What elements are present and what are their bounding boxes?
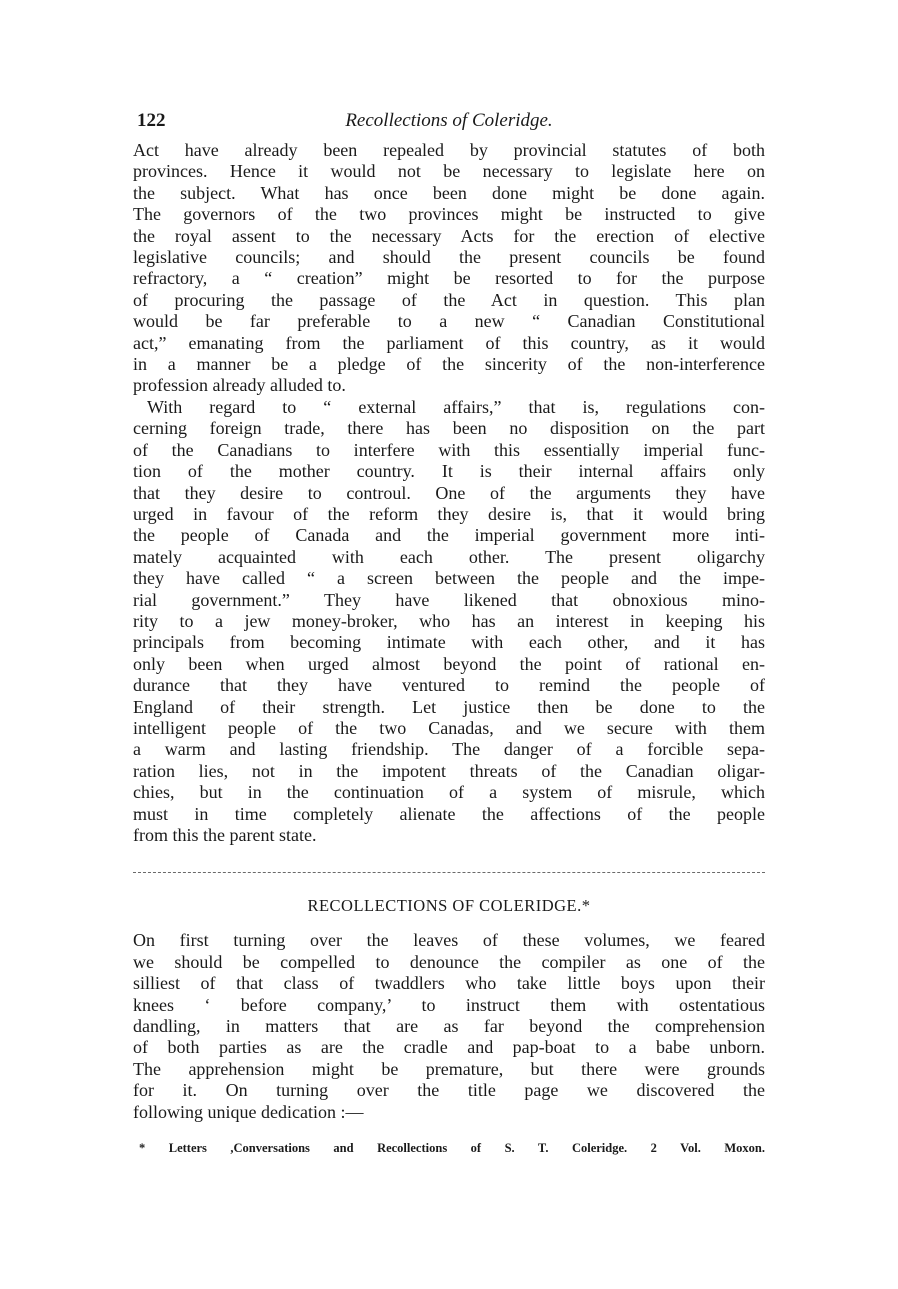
- text-line: only been when urged almost beyond the point of rational en-: [133, 653, 765, 674]
- text-line: intelligent people of the two Canadas, and we secure with them: [133, 717, 765, 738]
- section-divider: [133, 872, 765, 874]
- text-line: On first turning over the leaves of these volumes, we feared: [133, 930, 765, 951]
- text-line: Act have already been repealed by provincial statutes of both: [133, 140, 765, 160]
- book-page: [133, 110, 765, 1156]
- text-line: a warm and lasting friendship. The danger of a forcible sepa-: [133, 739, 765, 760]
- text-line: mately acquainted with each other. The present oligarchy: [133, 546, 765, 567]
- text-line: that they desire to controul. One of the arguments they have: [133, 482, 765, 503]
- text-line: they have called “ a screen between the people and the impe-: [133, 568, 765, 589]
- page-number: 122: [137, 110, 166, 131]
- text-line: act,” emanating from the parliament of this country, as it would: [133, 332, 765, 353]
- text-line: England of their strength. Let justice then be done to the: [133, 696, 765, 717]
- text-line: profession already alluded to.: [133, 375, 346, 396]
- text-line: With regard to “ external affairs,” that is, regulations con-: [147, 396, 765, 417]
- text-line: rity to a jew money-broker, who has an interest in keeping his: [133, 610, 765, 631]
- text-line: of both parties as are the cradle and pap-boat to a babe unborn.: [133, 1037, 765, 1058]
- text-line: knees ‘ before company,’ to instruct them with ostentatious: [133, 994, 765, 1015]
- text-line: urged in favour of the reform they desire is, that it would bring: [133, 503, 765, 524]
- text-line: refractory, a “ creation” might be resorted to for the purpose: [133, 268, 765, 289]
- text-line: provinces. Hence it would not be necessary to legislate here on: [133, 161, 765, 182]
- text-line: principals from becoming intimate with each other, and it has: [133, 632, 765, 653]
- text-line: the people of Canada and the imperial government more inti-: [133, 525, 765, 546]
- text-line: must in time completely alienate the affections of the people: [133, 803, 765, 824]
- text-line: following unique dedication :—: [133, 1101, 364, 1122]
- text-line: the subject. What has once been done might be done again.: [133, 182, 765, 203]
- footnote: * Letters ,Conversations and Recollections of S. T. Coleridge. 2 Vol. Moxon.: [139, 1141, 765, 1156]
- text-line: we should be compelled to denounce the compiler as one of the: [133, 951, 765, 972]
- text-line: of the Canadians to interfere with this essentially imperial func-: [133, 439, 765, 460]
- text-line: for it. On turning over the title page we discovered the: [133, 1080, 765, 1101]
- text-line: The governors of the two provinces might be instructed to give: [133, 204, 765, 225]
- text-line: dandling, in matters that are as far beyond the comprehension: [133, 1016, 765, 1037]
- section-text: [133, 930, 765, 1123]
- text-line: of procuring the passage of the Act in question. This plan: [133, 289, 765, 310]
- text-line: legislative councils; and should the present councils be found: [133, 247, 765, 268]
- text-line: tion of the mother country. It is their internal affairs only: [133, 461, 765, 482]
- text-line: cerning foreign trade, there has been no disposition on the part: [133, 418, 765, 439]
- text-line: the royal assent to the necessary Acts for the erection of elective: [133, 225, 765, 246]
- running-head: [133, 110, 765, 140]
- section-heading: RECOLLECTIONS OF COLERIDGE.*: [307, 896, 591, 916]
- text-line: ration lies, not in the impotent threats of the Canadian oligar-: [133, 760, 765, 781]
- text-line: from this the parent state.: [133, 825, 317, 845]
- text-line: in a manner be a pledge of the sincerity of the non-interference: [133, 354, 765, 375]
- text-line: would be far preferable to a new “ Canadian Constitutional: [133, 311, 765, 332]
- article-text: [133, 140, 765, 846]
- text-line: durance that they have ventured to remind the people of: [133, 675, 765, 696]
- text-line: rial government.” They have likened that obnoxious mino-: [133, 589, 765, 610]
- text-line: chies, but in the continuation of a system of misrule, which: [133, 782, 765, 803]
- text-line: silliest of that class of twaddlers who take little boys upon their: [133, 973, 765, 994]
- text-line: The apprehension might be premature, but there were grounds: [133, 1058, 765, 1079]
- running-title: Recollections of Coleridge.: [345, 110, 553, 131]
